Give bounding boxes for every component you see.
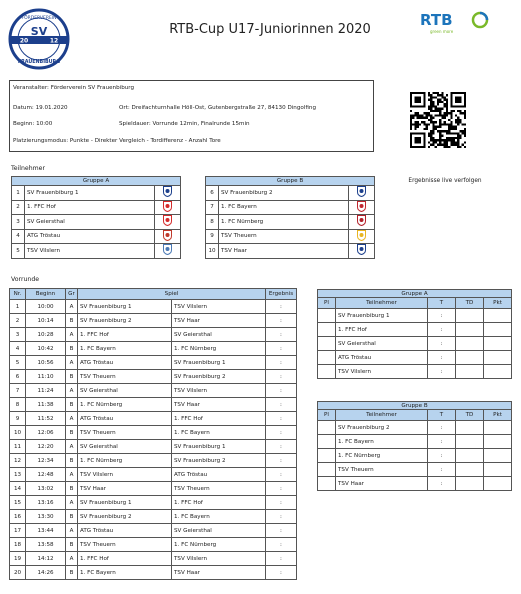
match-no: 6 [10,370,26,384]
standing-team: 1. FC Bayern [336,435,428,449]
participants-group-a [11,176,181,259]
date-text: Datum: 19.01.2020 [13,105,68,111]
match-no: 5 [10,356,26,370]
match-time: 10:28 [26,328,66,342]
match-time: 11:24 [26,384,66,398]
standing-games: : [428,309,456,323]
match-group: B [66,482,78,496]
match-home: ATG Tröstau [78,524,172,538]
col-diff: TD [456,298,484,309]
participant-team: TSV Theuern [219,229,349,244]
col-games: T [428,410,456,421]
match-group: B [66,566,78,580]
match-row [10,328,297,342]
match-result[interactable]: : [266,496,297,510]
match-group: A [66,496,78,510]
participant-team: 1. FFC Hof [25,200,155,215]
standing-row [318,365,512,379]
match-away: ATG Tröstau [172,468,266,482]
participant-row [12,229,181,244]
match-result[interactable]: : [266,342,297,356]
participant-no: 4 [12,229,25,244]
match-time: 14:12 [26,552,66,566]
standing-row [318,337,512,351]
match-no: 8 [10,398,26,412]
standing-row [318,449,512,463]
match-no: 17 [10,524,26,538]
match-group: B [66,426,78,440]
crest-icon [163,201,172,212]
participant-row [206,215,375,230]
standing-points [484,337,512,351]
match-home: SV Geiersthal [78,384,172,398]
standing-diff [456,323,484,337]
standing-row [318,351,512,365]
match-time: 13:44 [26,524,66,538]
standings-group-a [317,289,512,379]
match-result[interactable]: : [266,300,297,314]
match-home: 1. FFC Hof [78,552,172,566]
match-result[interactable]: : [266,412,297,426]
match-time: 12:48 [26,468,66,482]
match-group: B [66,538,78,552]
participant-row [206,244,375,259]
match-group: A [66,552,78,566]
crest-icon [357,215,366,226]
crest-cell [155,200,181,215]
info-box [9,80,374,152]
standing-games: : [428,365,456,379]
participant-team: SV Frauenbiburg 2 [219,186,349,201]
standing-row [318,421,512,435]
match-row [10,440,297,454]
location-text: Ort: Dreifachturnhalle Höll-Ost, Gutenbergstraße 27, 84130 Dingolfing [119,105,317,111]
match-home: TSV Haar [78,482,172,496]
standing-diff [456,449,484,463]
col-no: Nr. [10,289,26,300]
col-points: Pkt [484,410,512,421]
match-home: 1. FC Nürnberg [78,454,172,468]
match-row [10,426,297,440]
match-home: ATG Tröstau [78,412,172,426]
match-result[interactable]: : [266,468,297,482]
match-away: 1. FFC Hof [172,496,266,510]
match-home: ATG Tröstau [78,356,172,370]
match-no: 16 [10,510,26,524]
standing-row [318,463,512,477]
crest-icon [163,230,172,241]
match-group: A [66,440,78,454]
standing-row [318,309,512,323]
match-time: 12:06 [26,426,66,440]
match-group: B [66,370,78,384]
participant-no: 1 [12,186,25,201]
participant-no: 6 [206,186,219,201]
participant-team: ATG Tröstau [25,229,155,244]
participant-row [12,215,181,230]
standing-points [484,463,512,477]
match-home: SV Frauenbiburg 1 [78,300,172,314]
match-home: TSV Theuern [78,538,172,552]
match-result[interactable]: : [266,566,297,580]
participant-team: TSV Vilslern [25,244,155,259]
match-away: TSV Theuern [172,482,266,496]
standing-team: 1. FFC Hof [336,323,428,337]
standing-points [484,365,512,379]
match-away: TSV Vilslern [172,300,266,314]
schedule-table [9,288,297,580]
crest-icon [357,201,366,212]
match-result[interactable]: : [266,510,297,524]
match-time: 13:02 [26,482,66,496]
standing-games: : [428,337,456,351]
participant-no: 3 [12,215,25,230]
logo-bottom-text: FRAUENBIBURG [17,60,61,65]
match-result[interactable]: : [266,384,297,398]
match-away: SV Frauenbiburg 2 [172,454,266,468]
match-result[interactable]: : [266,398,297,412]
match-group: B [66,342,78,356]
match-home: TSV Theuern [78,370,172,384]
participant-no: 9 [206,229,219,244]
crest-cell [349,229,375,244]
col-group: Gr [66,289,78,300]
col-points: Pkt [484,298,512,309]
crest-cell [155,229,181,244]
standing-points [484,309,512,323]
match-group: A [66,468,78,482]
match-result[interactable]: : [266,314,297,328]
standing-diff [456,309,484,323]
match-away: 1. FFC Hof [172,412,266,426]
col-match: Spiel [78,289,266,300]
qr-caption: Ergebnisse live verfolgen [408,178,482,184]
participant-team: SV Frauenbiburg 1 [25,186,155,201]
standing-team: SV Frauenbiburg 2 [336,421,428,435]
standing-team: SV Geiersthal [336,337,428,351]
participant-row [206,200,375,215]
col-team: Teilnehmer [336,298,428,309]
crest-icon [163,215,172,226]
col-games: T [428,298,456,309]
match-time: 12:34 [26,454,66,468]
standing-points [484,421,512,435]
match-away: 1. FC Nürnberg [172,342,266,356]
match-home: SV Frauenbiburg 1 [78,496,172,510]
match-row [10,356,297,370]
crest-icon [357,244,366,255]
match-group: A [66,300,78,314]
match-time: 13:58 [26,538,66,552]
qr-code[interactable] [410,92,466,148]
standing-diff [456,351,484,365]
match-group: B [66,454,78,468]
standing-team: TSV Haar [336,477,428,491]
col-result: Ergebnis [266,289,297,300]
match-no: 13 [10,468,26,482]
match-time: 10:14 [26,314,66,328]
match-row [10,566,297,580]
match-group: B [66,314,78,328]
standing-games: : [428,477,456,491]
standing-games: : [428,463,456,477]
standing-diff [456,477,484,491]
standing-place [318,477,336,491]
standing-team: SV Frauenbiburg 1 [336,309,428,323]
match-row [10,552,297,566]
match-result[interactable]: : [266,524,297,538]
match-result[interactable]: : [266,482,297,496]
standing-place [318,309,336,323]
standing-points [484,351,512,365]
match-away: 1. FC Bayern [172,426,266,440]
match-no: 3 [10,328,26,342]
crest-cell [349,186,375,201]
club-logo [8,8,70,70]
match-no: 15 [10,496,26,510]
participant-no: 2 [12,200,25,215]
standing-points [484,449,512,463]
match-row [10,398,297,412]
match-home: 1. FC Bayern [78,566,172,580]
match-row [10,468,297,482]
participants-label: Teilnehmer [11,165,45,172]
crest-cell [155,244,181,259]
standing-place [318,337,336,351]
standing-place [318,351,336,365]
match-group: A [66,384,78,398]
match-time: 14:26 [26,566,66,580]
standing-games: : [428,323,456,337]
match-away: SV Frauenbiburg 1 [172,440,266,454]
match-row [10,454,297,468]
standing-diff [456,365,484,379]
standing-place [318,435,336,449]
match-row [10,510,297,524]
crest-cell [155,186,181,201]
crest-cell [349,200,375,215]
logo-year-a: 20 [19,37,29,45]
match-result[interactable]: : [266,440,297,454]
match-time: 13:30 [26,510,66,524]
standing-games: : [428,449,456,463]
match-away: TSV Vilslern [172,384,266,398]
match-result[interactable]: : [266,426,297,440]
match-no: 14 [10,482,26,496]
match-row [10,370,297,384]
match-home: SV Geiersthal [78,440,172,454]
col-place: Pl [318,410,336,421]
mode-text: Platzierungsmodus: Punkte - Direkter Vergleich - Tordifferenz - Anzahl Tore [13,138,221,144]
standing-row [318,435,512,449]
standing-row [318,477,512,491]
match-no: 11 [10,440,26,454]
match-away: TSV Haar [172,314,266,328]
match-no: 19 [10,552,26,566]
match-result[interactable]: : [266,552,297,566]
participant-row [206,229,375,244]
standing-place [318,421,336,435]
match-away: TSV Haar [172,566,266,580]
participant-row [12,244,181,259]
participant-no: 10 [206,244,219,259]
match-no: 9 [10,412,26,426]
match-no: 20 [10,566,26,580]
crest-icon [163,186,172,197]
match-group: B [66,398,78,412]
match-row [10,412,297,426]
standing-place [318,449,336,463]
match-time: 11:38 [26,398,66,412]
match-time: 12:20 [26,440,66,454]
participant-no: 7 [206,200,219,215]
standing-games: : [428,351,456,365]
match-group: A [66,524,78,538]
match-result[interactable]: : [266,454,297,468]
match-no: 7 [10,384,26,398]
participant-row [12,186,181,201]
match-time: 10:00 [26,300,66,314]
crest-cell [349,215,375,230]
match-group: A [66,412,78,426]
logo-top-text: FÖRDERVEREIN [21,16,57,21]
match-no: 10 [10,426,26,440]
match-away: SV Geiersthal [172,328,266,342]
match-home: 1. FFC Hof [78,328,172,342]
match-no: 12 [10,454,26,468]
match-row [10,300,297,314]
match-no: 2 [10,314,26,328]
standings-b-title: Gruppe B [318,402,512,410]
standing-diff [456,421,484,435]
participant-no: 8 [206,215,219,230]
match-away: 1. FC Bayern [172,510,266,524]
standing-games: : [428,421,456,435]
participant-team: 1. FC Bayern [219,200,349,215]
match-time: 11:10 [26,370,66,384]
match-away: SV Frauenbiburg 1 [172,356,266,370]
match-away: 1. FC Nürnberg [172,538,266,552]
duration-text: Spieldauer: Vorrunde 12min, Finalrunde 15min [119,121,250,127]
match-row [10,538,297,552]
crest-icon [357,186,366,197]
match-home: 1. FC Nürnberg [78,398,172,412]
match-result[interactable]: : [266,356,297,370]
match-time: 11:52 [26,412,66,426]
match-home: TSV Vilslern [78,468,172,482]
match-group: A [66,328,78,342]
organizer-text: Veranstalter: Förderverein SV Frauenbiburg [13,85,135,91]
match-result[interactable]: : [266,370,297,384]
schedule-label: Vorrunde [11,276,40,283]
participant-row [12,200,181,215]
start-text: Beginn: 10:00 [13,121,53,127]
group-a-title: Gruppe A [12,177,181,186]
standing-row [318,323,512,337]
match-time: 10:56 [26,356,66,370]
participant-team: TSV Haar [219,244,349,259]
crest-icon [357,230,366,241]
group-b-title: Gruppe B [206,177,375,186]
page-title: RTB-Cup U17-Juniorinnen 2020 [169,22,371,37]
rtb-logo [420,10,495,36]
match-group: A [66,356,78,370]
match-no: 1 [10,300,26,314]
crest-cell [155,215,181,230]
standings-a-title: Gruppe A [318,290,512,298]
match-group: B [66,510,78,524]
match-away: SV Frauenbiburg 2 [172,370,266,384]
col-team: Teilnehmer [336,410,428,421]
standing-points [484,477,512,491]
standings-group-b [317,401,512,491]
crest-icon [163,244,172,255]
standing-diff [456,337,484,351]
match-home: TSV Theuern [78,426,172,440]
match-time: 10:42 [26,342,66,356]
match-away: SV Geiersthal [172,524,266,538]
standing-team: 1. FC Nürnberg [336,449,428,463]
match-row [10,482,297,496]
standing-place [318,323,336,337]
match-home: SV Frauenbiburg 2 [78,510,172,524]
rtb-logo-text: RTB [420,11,453,29]
standing-place [318,463,336,477]
standing-games: : [428,435,456,449]
participants-group-b [205,176,375,259]
logo-mid-text: SV [30,25,48,38]
match-row [10,342,297,356]
match-no: 4 [10,342,26,356]
col-diff: TD [456,410,484,421]
standing-diff [456,463,484,477]
standing-points [484,323,512,337]
participant-row [206,186,375,201]
match-result[interactable]: : [266,328,297,342]
match-home: SV Frauenbiburg 2 [78,314,172,328]
participant-team: SV Geiersthal [25,215,155,230]
match-row [10,524,297,538]
match-away: TSV Vilslern [172,552,266,566]
col-place: Pl [318,298,336,309]
standing-diff [456,435,484,449]
match-no: 18 [10,538,26,552]
crest-cell [349,244,375,259]
participant-team: 1. FC Nürnberg [219,215,349,230]
standing-team: ATG Tröstau [336,351,428,365]
standing-team: TSV Vilslern [336,365,428,379]
col-time: Beginn [26,289,66,300]
match-home: 1. FC Bayern [78,342,172,356]
logo-year-b: 12 [49,37,59,45]
standing-points [484,435,512,449]
standing-place [318,365,336,379]
match-time: 13:16 [26,496,66,510]
match-row [10,496,297,510]
standing-team: TSV Theuern [336,463,428,477]
match-row [10,314,297,328]
rtb-logo-sub: green more [430,29,454,34]
participant-no: 5 [12,244,25,259]
match-away: TSV Haar [172,398,266,412]
match-row [10,384,297,398]
match-result[interactable]: : [266,538,297,552]
